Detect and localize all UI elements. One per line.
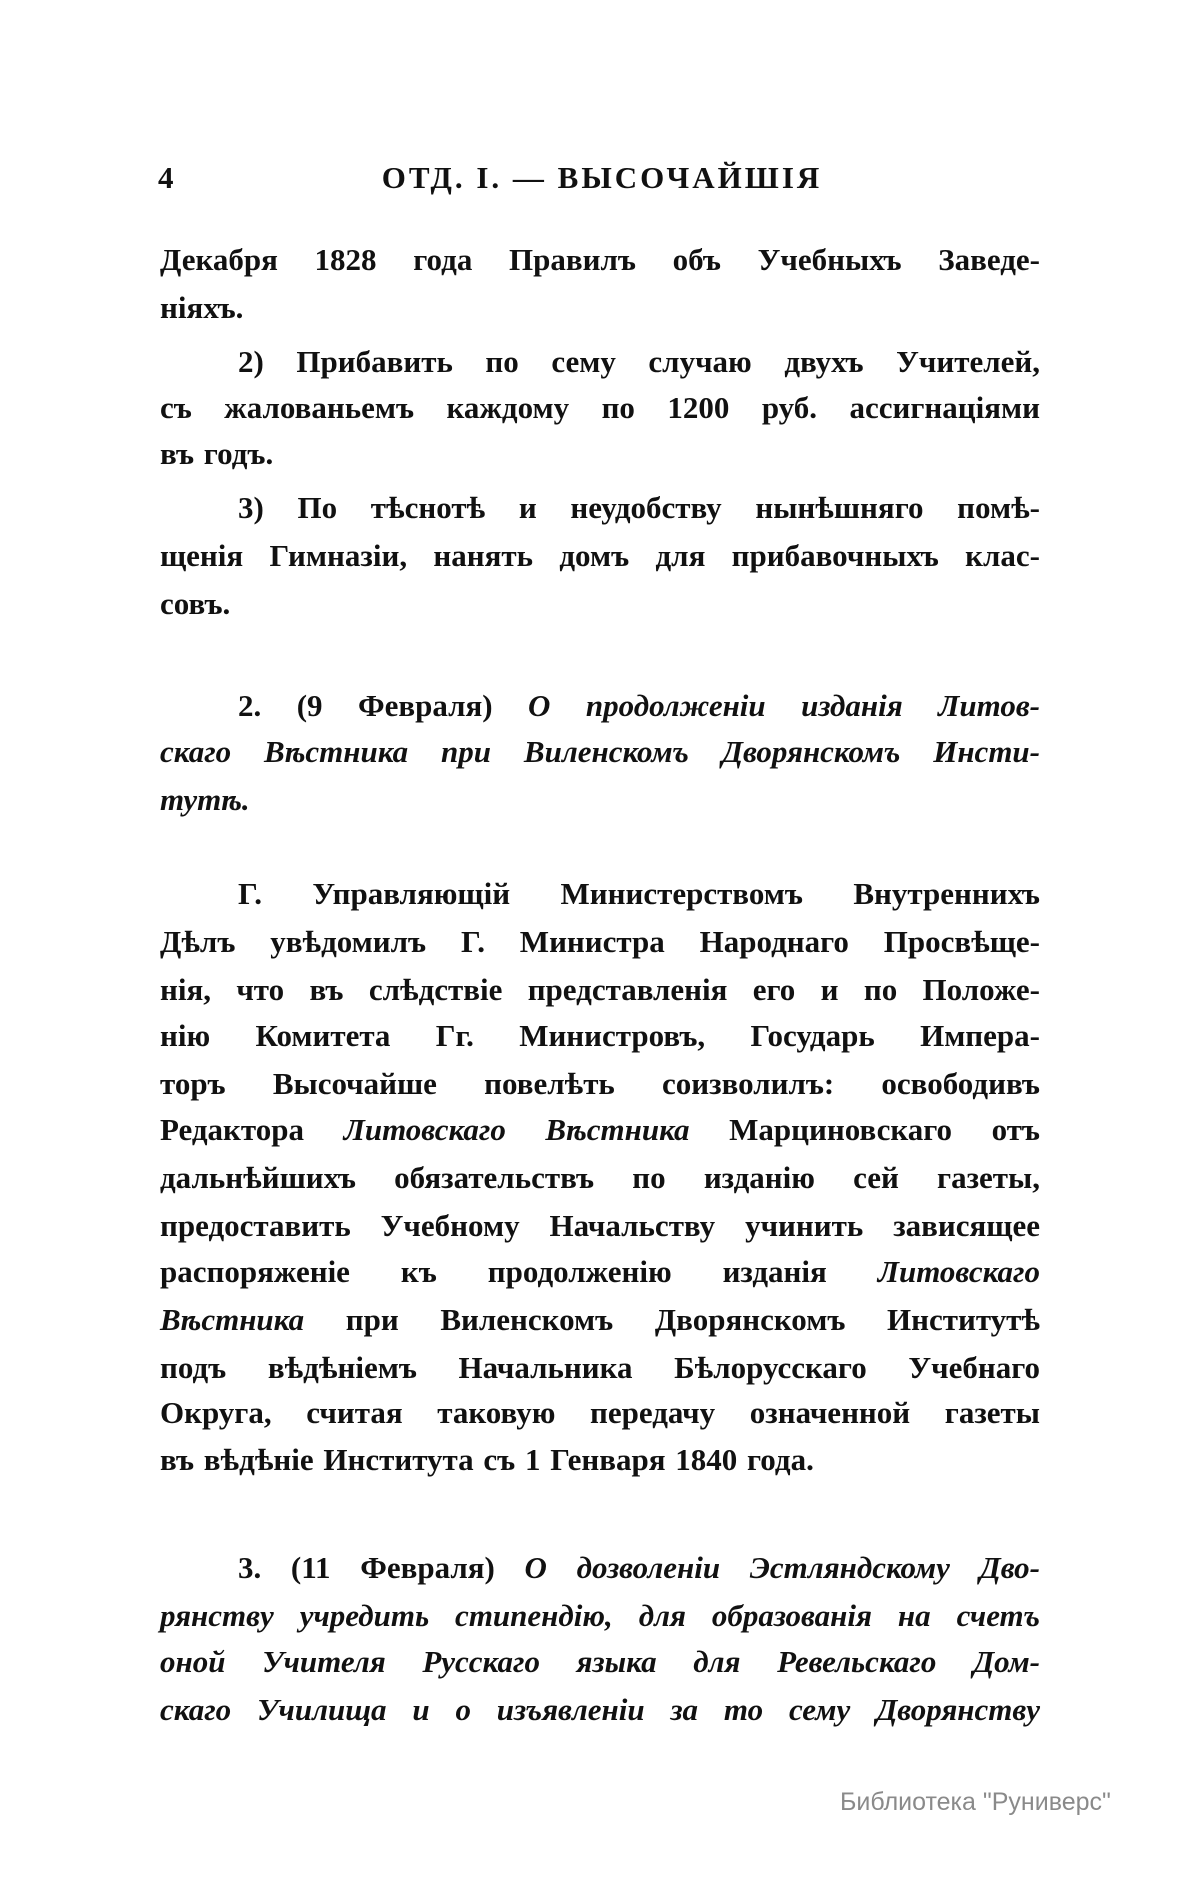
text-line [160,1440,1040,1480]
text-line [160,1642,1040,1682]
text-run: съ жалованьемъ каждому по 1200 руб. ассигнаціями [160,390,1040,425]
text-run: въ годъ. [160,436,274,471]
text-run: при Виленскомъ Дворянскомъ Институтѣ [304,1302,1040,1337]
text-line [160,970,1040,1010]
italic-text: О продолженіи изданія Литов- [528,688,1041,723]
italic-text: рянству учредить стипендію, для образованія на счетъ [160,1598,1040,1633]
text-run: 2. (9 Февраля) [238,688,529,723]
italic-text: оной Учителя Русскаго языка для Ревельскаго Дом- [160,1644,1040,1679]
text-run: щенія Гимназіи, нанять домъ для прибавочныхъ клас- [160,538,1040,573]
text-line [238,342,1040,382]
text-line [160,732,1040,772]
text-line [160,1110,1040,1150]
text-line [160,388,1040,428]
text-line [160,780,1040,820]
text-run: въ вѣдѣніе Института съ 1 Генваря 1840 года. [160,1442,814,1477]
text-run: Декабря 1828 года Правилъ объ Учебныхъ Заведе- [160,242,1040,277]
running-head: ОТД. І. — ВЫСОЧАЙШІЯ [381,160,823,195]
text-line [160,1252,1040,1292]
text-run: подъ вѣдѣніемъ Начальника Бѣлорусскаго Учебнаго [160,1350,1040,1385]
italic-text: Вѣстника [160,1302,305,1337]
text-run: Марциновскаго отъ [689,1112,1040,1147]
text-line [238,488,1040,528]
text-run: Редактора [160,1112,344,1147]
text-line [160,922,1040,962]
text-run: совъ. [160,586,231,621]
text-run: распоряженіе къ продолженію изданія [160,1254,878,1289]
text-line [160,434,1040,474]
italic-text: скаго Вѣстника при Виленскомъ Дворянскомъ Инсти- [160,734,1040,769]
text-run: дальнѣйшихъ обязательствъ по изданію сей газеты, [160,1160,1040,1195]
text-line [160,584,1040,624]
text-run: Дѣлъ увѣдомилъ Г. Министра Народнаго Просвѣще- [160,924,1040,959]
text-run: 3) По тѣснотѣ и неудобству нынѣшняго помѣ- [238,490,1040,525]
text-run: Округа, считая таковую передачу означенной газеты [160,1395,1040,1430]
text-line [160,1064,1040,1104]
text-line [160,1300,1040,1340]
text-line [160,1690,1040,1730]
text-line [160,1393,1040,1433]
text-run: нію Комитета Гг. Министровъ, Государь Импера- [160,1018,1040,1053]
text-line [160,1206,1040,1246]
italic-text: скаго Училища и о изъявленіи за то сему Дворянству [160,1692,1040,1727]
page-number: 4 [158,160,176,195]
text-run: торъ Высочайше повелѣть соизволилъ: освободивъ [160,1066,1040,1101]
text-run: Г. Управляющій Министерствомъ Внутреннихъ [238,876,1040,911]
text-line [238,686,1040,726]
italic-text: Литовскаго Вѣстника [343,1112,690,1147]
text-run: предоставить Учебному Начальству учинить зависящее [160,1208,1040,1243]
text-line [160,1348,1040,1388]
text-line [160,1016,1040,1056]
italic-text: тутѣ. [160,782,250,817]
text-run: нія, что въ слѣдствіе представленія его и по Положе- [160,972,1040,1007]
text-line [160,240,1040,280]
text-run: 3. (11 Февраля) [238,1550,525,1585]
text-line [160,1158,1040,1198]
text-line [160,1596,1040,1636]
text-line [238,1548,1040,1588]
text-line [238,874,1040,914]
text-line [160,288,1040,328]
text-run: 2) Прибавить по сему случаю двухъ Учителей, [238,344,1040,379]
library-watermark: Библиотека "Руниверс" [840,1788,1111,1816]
italic-text: О дозволеніи Эстляндскому Дво- [524,1550,1040,1585]
text-line [160,536,1040,576]
text-run: ніяхъ. [160,290,244,325]
italic-text: Литовскаго [877,1254,1040,1289]
